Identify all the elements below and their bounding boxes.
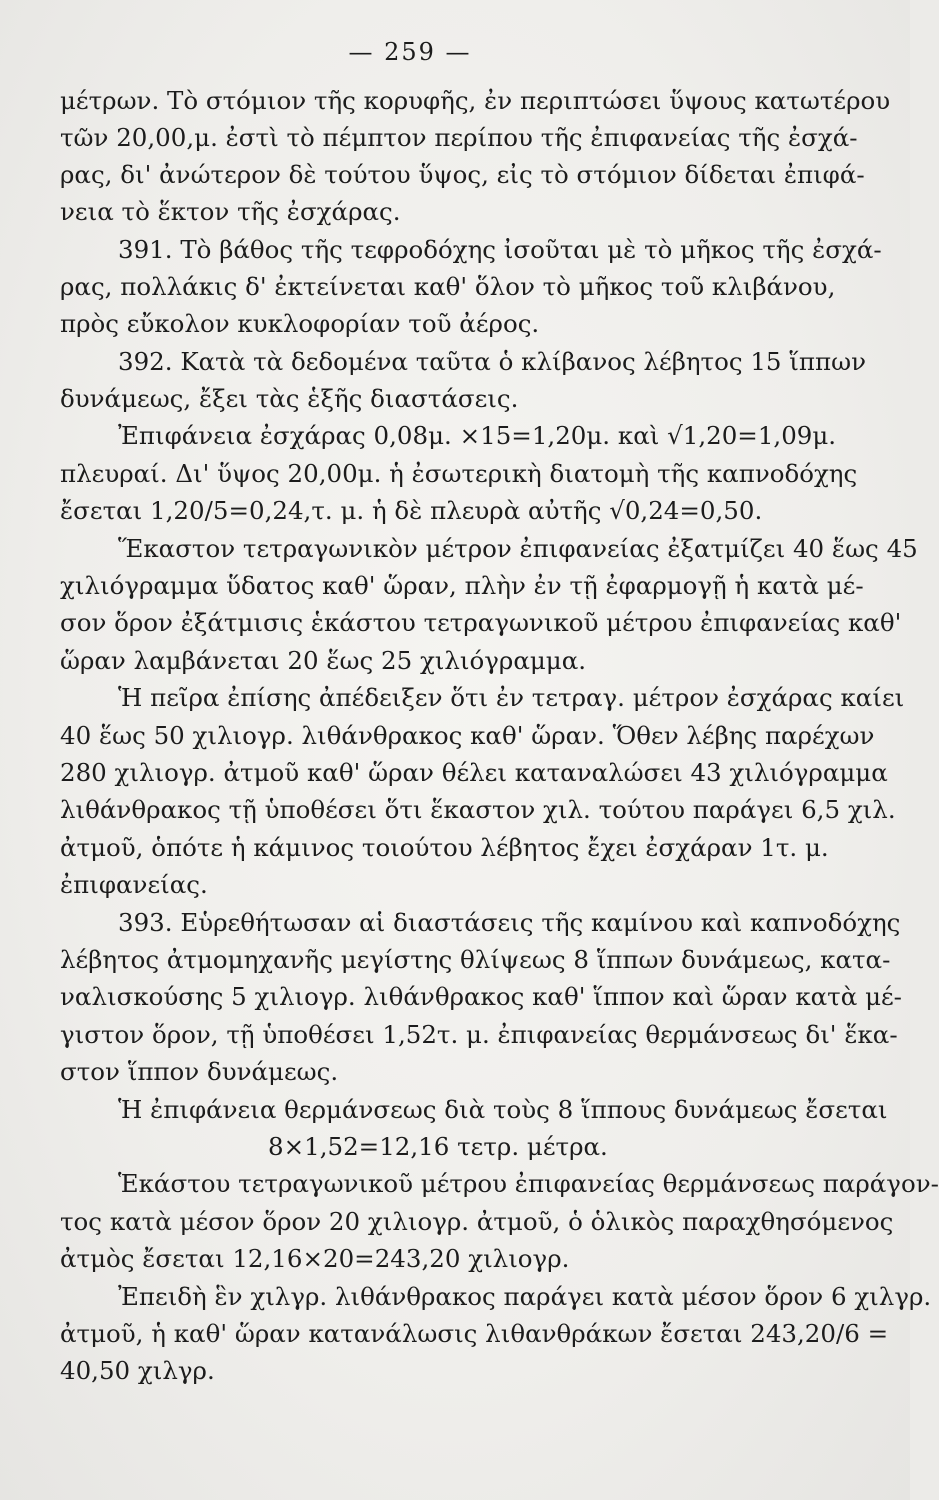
text-line: ἐπιφανείας.	[60, 870, 208, 899]
text-line: ὥραν λαμβάνεται 20 ἕως 25 χιλιόγραμμα.	[60, 646, 587, 675]
text-line: γιστον ὅρον, τῇ ὑποθέσει 1,52τ. μ. ἐπιφανείας θερμάνσεως δι' ἕκα-	[60, 1020, 898, 1049]
text-line: Ἐπειδὴ ἓν χιλγρ. λιθάνθρακος παράγει κατὰ μέσον ὅρον 6 χιλγρ.	[118, 1282, 932, 1311]
text-line: ρας, πολλάκις δ' ἐκτείνεται καθ' ὅλον τὸ μῆκος τοῦ κλιβάνου,	[60, 272, 836, 301]
text-line: Ἑκάστου τετραγωνικοῦ μέτρου ἐπιφανείας θερμάνσεως παράγον-	[118, 1169, 939, 1198]
text-line: τῶν 20,00,μ. ἐστὶ τὸ πέμπτον περίπου τῆς ἐπιφανείας τῆς ἐσχά-	[60, 123, 858, 152]
text-line: πρὸς εὔκολον κυκλοφορίαν τοῦ ἀέρος.	[60, 309, 540, 338]
text-line: Ἐπιφάνεια ἐσχάρας 0,08μ. ×15=1,20μ. καὶ √1,20=1,09μ.	[118, 421, 837, 450]
paragraph-393-start: 393. Εὑρεθήτωσαν αἱ διαστάσεις τῆς καμίνου καὶ καπνοδόχης	[118, 908, 901, 937]
text-line: ἀτμοῦ, ὁπότε ἡ κάμινος τοιούτου λέβητος ἔχει ἐσχάραν 1τ. μ.	[60, 833, 829, 862]
text-line: ἔσεται 1,20/5=0,24,τ. μ. ἡ δὲ πλευρὰ αὐτῆς √0,24=0,50.	[60, 496, 763, 525]
text-line: τος κατὰ μέσον ὅρον 20 χιλιογρ. ἀτμοῦ, ὁ ὁλικὸς παραχθησόμενος	[60, 1207, 894, 1236]
text-line: πλευραί. Δι' ὕψος 20,00μ. ἡ ἐσωτερικὴ διατομὴ τῆς καπνοδόχης	[60, 459, 858, 488]
text-line: Ἕκαστον τετραγωνικὸν μέτρον ἐπιφανείας ἐξατμίζει 40 ἕως 45	[118, 534, 918, 563]
paragraph-391-start: 391. Τὸ βάθος τῆς τεφροδόχης ἰσοῦται μὲ τὸ μῆκος τῆς ἐσχά-	[118, 235, 882, 264]
text-line: χιλιόγραμμα ὕδατος καθ' ὥραν, πλὴν ἐν τῇ ἐφαρμογῇ ἡ κατὰ μέ-	[60, 571, 864, 600]
text-line: Ἡ πεῖρα ἐπίσης ἀπέδειξεν ὅτι ἐν τετραγ. μέτρον ἐσχάρας καίει	[118, 683, 905, 712]
text-line: μέτρων. Τὸ στόμιον τῆς κορυφῆς, ἐν περιπτώσει ὕψους κατωτέρου	[60, 86, 891, 115]
text-line: στον ἵππον δυνάμεως.	[60, 1057, 339, 1086]
text-line: σον ὅρον ἐξάτμισις ἑκάστου τετραγωνικοῦ μέτρου ἐπιφανείας καθ'	[60, 608, 902, 637]
text-line: ναλισκούσης 5 χιλιογρ. λιθάνθρακος καθ' ἵππον καὶ ὥραν κατὰ μέ-	[60, 982, 902, 1011]
text-line: 40,50 χιλγρ.	[60, 1356, 215, 1385]
text-line: 280 χιλιογρ. ἀτμοῦ καθ' ὥραν θέλει καταναλώσει 43 χιλιόγραμμα	[60, 758, 888, 787]
text-line: νεια τὸ ἕκτον τῆς ἐσχάρας.	[60, 197, 401, 226]
text-line: Ἡ ἐπιφάνεια θερμάνσεως διὰ τοὺς 8 ἵππους δυνάμεως ἔσεται	[118, 1095, 888, 1124]
equation-line: 8×1,52=12,16 τετρ. μέτρα.	[268, 1132, 608, 1161]
text-line: 40 ἕως 50 χιλιογρ. λιθάνθρακος καθ' ὥραν. Ὅθεν λέβης παρέχων	[60, 721, 875, 750]
text-line: ἀτμοῦ, ἡ καθ' ὥραν κατανάλωσις λιθανθράκων ἔσεται 243,20/6 =	[60, 1319, 889, 1348]
text-line: λιθάνθρακος τῇ ὑποθέσει ὅτι ἕκαστον χιλ. τούτου παράγει 6,5 χιλ.	[60, 795, 896, 824]
paragraph-392-start: 392. Κατὰ τὰ δεδομένα ταῦτα ὁ κλίβανος λέβητος 15 ἵππων	[118, 347, 866, 376]
text-line: ἀτμὸς ἔσεται 12,16×20=243,20 χιλιογρ.	[60, 1244, 570, 1273]
text-line: λέβητος ἀτμομηχανῆς μεγίστης θλίψεως 8 ἵππων δυνάμεως, κατα-	[60, 945, 891, 974]
text-line: δυνάμεως, ἔξει τὰς ἑξῆς διαστάσεις.	[60, 384, 519, 413]
page-number: — 259 —	[348, 38, 472, 66]
text-line: ρας, δι' ἀνώτερον δὲ τούτου ὕψος, εἰς τὸ στόμιον δίδεται ἐπιφά-	[60, 160, 865, 189]
